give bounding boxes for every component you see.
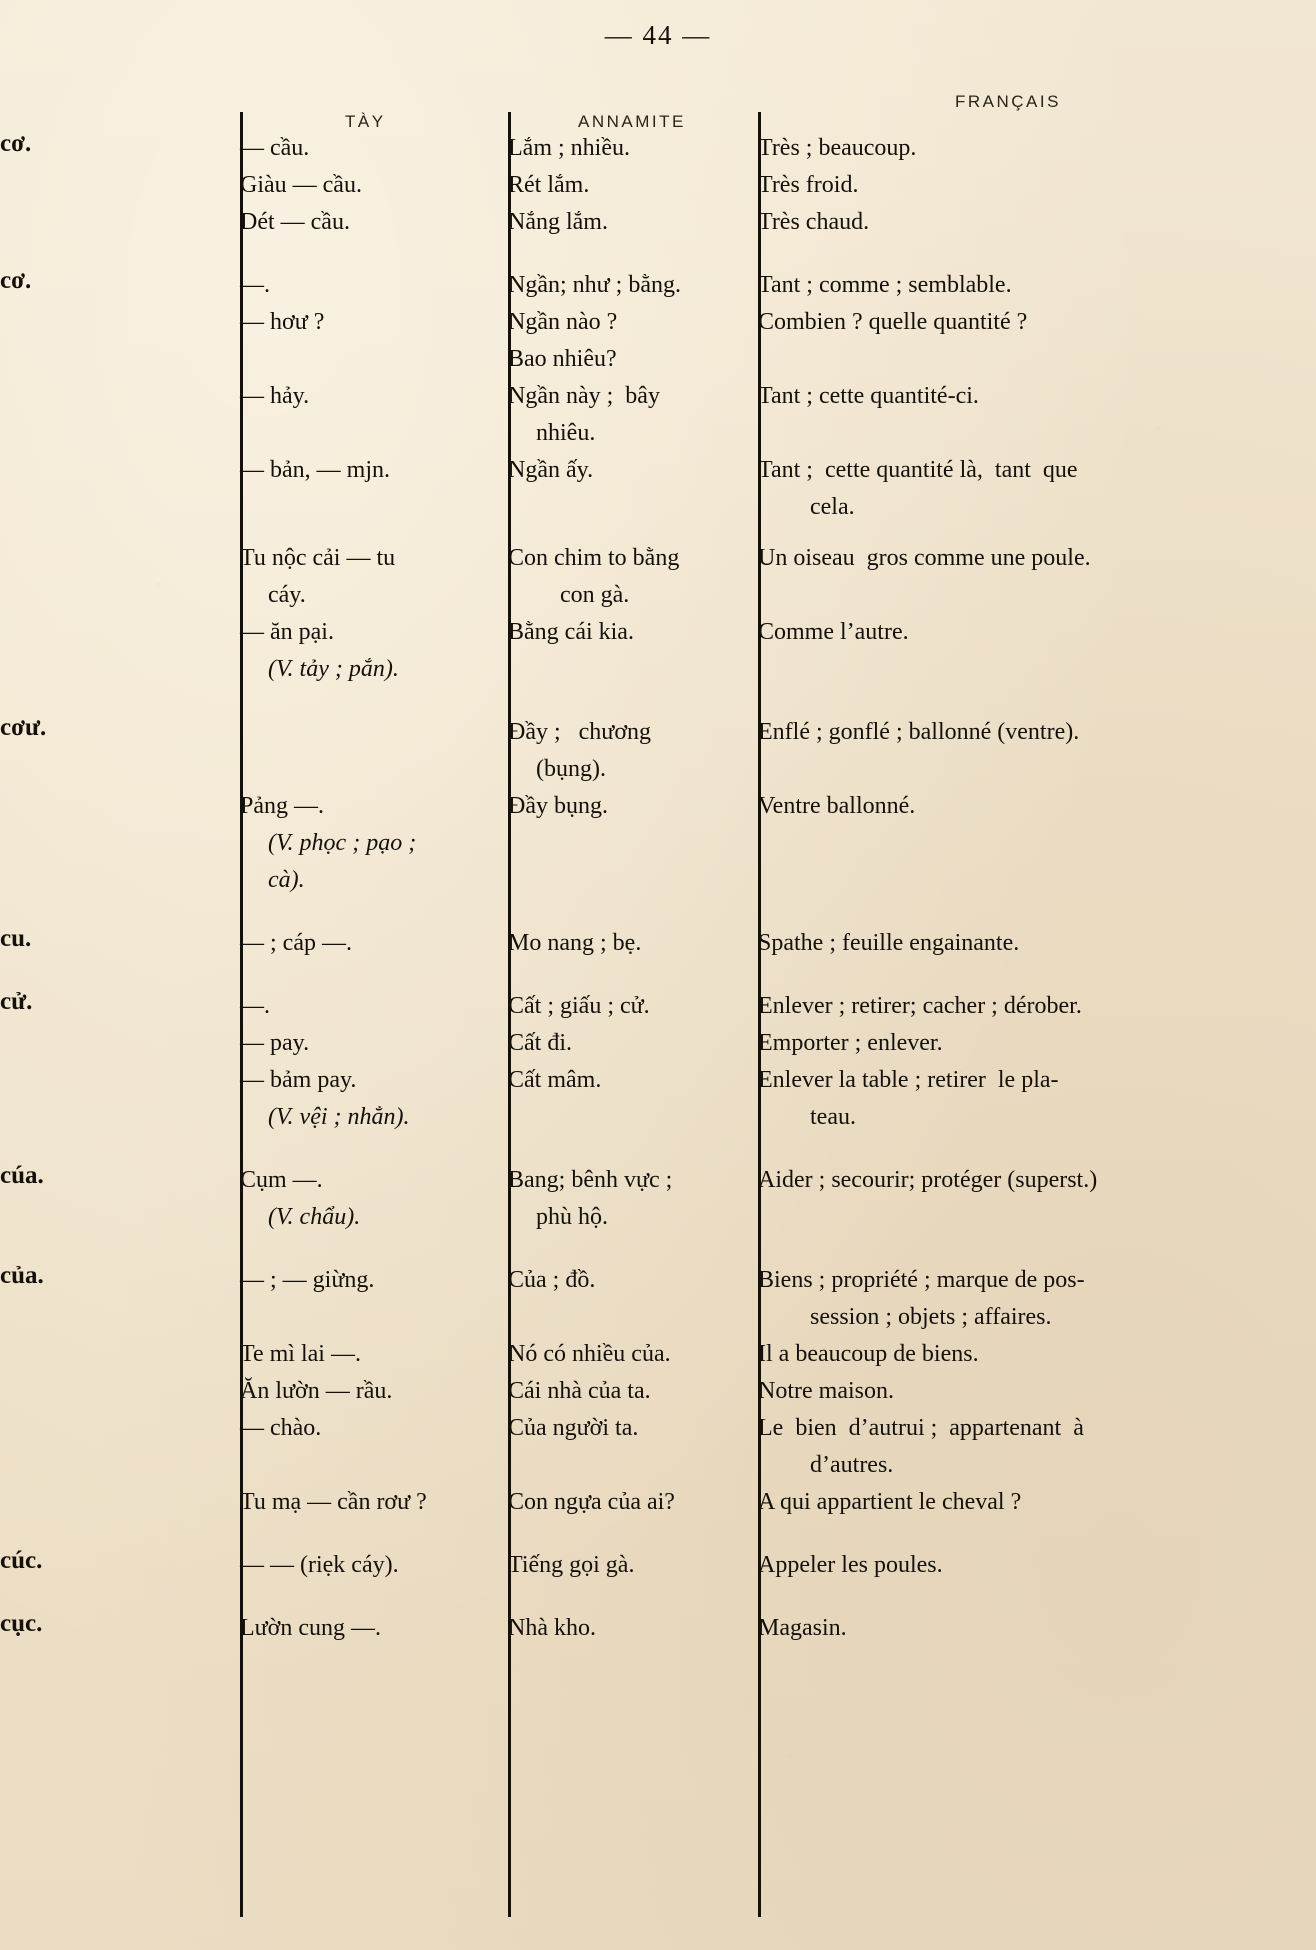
line: Tu mạ — cần rơư ? (240, 1489, 427, 1515)
line: Ngần; như ; bằng. (508, 272, 681, 298)
line: Nhà kho. (508, 1615, 596, 1641)
line: (V. vệi ; nhẳn). (268, 1104, 410, 1130)
line: — hơư ? (240, 309, 325, 335)
line: Notre maison. (758, 1378, 894, 1404)
line (508, 1299, 758, 1336)
dictionary-table (0, 130, 1316, 1647)
line: (V. chẩu). (268, 1204, 361, 1230)
headword: cơ. (0, 267, 32, 294)
line: Tu nộc cải — tu (240, 545, 396, 571)
line: Biens ; propriété ; marque de pos- (758, 1267, 1085, 1293)
line: Cụm —. (240, 1167, 323, 1193)
headword (0, 540, 240, 688)
line: Lắm ; nhiều. (508, 135, 630, 161)
line (508, 1447, 758, 1484)
line: — bản, — mjn. (240, 457, 390, 483)
cell-francais (758, 130, 1316, 241)
headword: của. (0, 1262, 44, 1289)
line: Le bien d’autrui ; appartenant à (758, 1415, 1084, 1441)
cell-tay (240, 130, 508, 241)
cell-annamite (508, 267, 758, 526)
cell-tay (240, 1262, 508, 1521)
headword: cục. (0, 1610, 43, 1637)
table-row (0, 1162, 1316, 1236)
line: — hảy. (240, 383, 310, 409)
line: session ; objets ; affaires. (810, 1304, 1052, 1330)
row-spacer (0, 962, 1316, 988)
row-spacer (0, 1584, 1316, 1610)
line: Của người ta. (508, 1415, 639, 1441)
line: Combien ? quelle quantité ? (758, 309, 1028, 335)
row-spacer (0, 899, 1316, 925)
line: Magasin. (758, 1615, 847, 1641)
cell-annamite (508, 1547, 758, 1584)
line: Aider ; secourir; protéger (superst.) (758, 1167, 1098, 1193)
line (240, 1447, 508, 1484)
line (758, 341, 1316, 378)
headword: cơ. (0, 130, 32, 157)
line: Enlever ; retirer; cacher ; dérober. (758, 993, 1082, 1019)
line: con gà. (560, 582, 630, 608)
line: — pay. (240, 1030, 310, 1056)
line: —. (240, 993, 270, 1019)
line: Ventre ballonné. (758, 793, 916, 819)
cell-francais (758, 988, 1316, 1136)
line: Enflé ; gonflé ; ballonné (ventre). (758, 719, 1080, 745)
cell-tay (240, 1162, 508, 1236)
line: cela. (810, 494, 855, 520)
line: Ngần ấy. (508, 457, 594, 483)
line: Appeler les poules. (758, 1552, 943, 1578)
line: Mo nang ; bẹ. (508, 930, 642, 956)
line: Te mì lai —. (240, 1341, 361, 1367)
line (758, 751, 1316, 788)
line: Très froid. (758, 172, 859, 198)
line: Tiếng gọi gà. (508, 1552, 635, 1578)
cell-annamite (508, 1262, 758, 1521)
line: Comme l’autre. (758, 619, 909, 645)
row-spacer (0, 526, 1316, 540)
line: Đầy ; chương (508, 719, 652, 745)
cell-francais (758, 714, 1316, 899)
line: Con ngựa của ai? (508, 1489, 675, 1515)
line (240, 751, 508, 788)
cell-annamite (508, 988, 758, 1136)
column-header-tay: TÀY (345, 112, 386, 131)
line: Giàu — cầu. (240, 172, 362, 198)
line (758, 577, 1316, 614)
line: Spathe ; feuille engainante. (758, 930, 1020, 956)
line: Cất đi. (508, 1030, 572, 1056)
cell-annamite (508, 714, 758, 899)
line: — cầu. (240, 135, 310, 161)
cell-francais (758, 1162, 1316, 1236)
line: Emporter ; enlever. (758, 1030, 943, 1056)
cell-francais (758, 540, 1316, 688)
cell-annamite (508, 540, 758, 688)
row-spacer (0, 1236, 1316, 1262)
cell-tay (240, 1610, 508, 1647)
cell-annamite (508, 925, 758, 962)
line: Bằng cái kia. (508, 619, 634, 645)
row-spacer (0, 1521, 1316, 1547)
cell-francais (758, 925, 1316, 962)
cell-francais (758, 1610, 1316, 1647)
table-row (0, 925, 1316, 962)
line: — bảm pay. (240, 1067, 357, 1093)
cell-francais (758, 1262, 1316, 1521)
line: Ăn lườn — rầu. (240, 1378, 393, 1404)
line: Ngần nào ? (508, 309, 618, 335)
row-spacer (0, 241, 1316, 267)
line: (V. phọc ; pạo ; (268, 830, 417, 856)
line (758, 415, 1316, 452)
line: Un oiseau gros comme une poule. (758, 545, 1091, 571)
headword: cử. (0, 988, 33, 1015)
line: Con chim to bằng (508, 545, 680, 571)
table-row (0, 988, 1316, 1136)
line: A qui appartient le cheval ? (758, 1489, 1022, 1515)
table-row (0, 1547, 1316, 1584)
line: Bao nhiêu? (508, 346, 617, 372)
line: d’autres. (810, 1452, 894, 1478)
line: Của ; đồ. (508, 1267, 596, 1293)
line: Cái nhà của ta. (508, 1378, 651, 1404)
row-spacer (0, 688, 1316, 714)
line: Tant ; comme ; semblable. (758, 272, 1012, 298)
line: Enlever la table ; retirer le pla- (758, 1067, 1059, 1093)
line: — ; cáp —. (240, 930, 352, 956)
table-row (0, 1610, 1316, 1647)
line: phù hộ. (536, 1204, 608, 1230)
cell-tay (240, 540, 508, 688)
cell-annamite (508, 1610, 758, 1647)
column-header-francais: FRANÇAIS (955, 92, 1061, 111)
cell-annamite (508, 130, 758, 241)
line (240, 714, 508, 751)
line: Nắng lắm. (508, 209, 608, 235)
line: teau. (810, 1104, 856, 1130)
cell-francais (758, 267, 1316, 526)
line: Dét — cầu. (240, 209, 350, 235)
table-row (0, 1262, 1316, 1521)
table-row (0, 267, 1316, 526)
cell-tay (240, 988, 508, 1136)
line (240, 341, 508, 378)
cell-annamite (508, 1162, 758, 1236)
table-row (0, 540, 1316, 688)
line: Il a beaucoup de biens. (758, 1341, 979, 1367)
headword: cu. (0, 925, 32, 952)
line: (V. tảy ; pắn). (268, 656, 399, 682)
column-header-annamite: ANNAMITE (578, 112, 686, 131)
line: Ngần này ; bây (508, 383, 660, 409)
line: cáy. (268, 582, 306, 608)
line: Đầy bụng. (508, 793, 608, 819)
line: Cất ; giấu ; cử. (508, 993, 650, 1019)
line: Très chaud. (758, 209, 870, 235)
line: Bang; bênh vực ; (508, 1167, 673, 1193)
cell-tay (240, 267, 508, 526)
line: — chào. (240, 1415, 322, 1441)
line: — ăn pại. (240, 619, 334, 645)
table-row (0, 714, 1316, 899)
table-row (0, 130, 1316, 241)
headword: cơư. (0, 714, 47, 741)
cell-tay (240, 714, 508, 899)
line: — — (riẹk cáy). (240, 1552, 399, 1578)
line: nhiêu. (536, 420, 596, 446)
row-spacer (0, 1136, 1316, 1162)
line (240, 1299, 508, 1336)
line: Nó có nhiều của. (508, 1341, 671, 1367)
line: —. (240, 272, 270, 298)
headword: cúa. (0, 1162, 44, 1189)
line: (bụng). (536, 756, 606, 782)
line: cà). (268, 867, 305, 893)
line: — ; — giừng. (240, 1267, 375, 1293)
cell-tay (240, 1547, 508, 1584)
line: Très ; beaucoup. (758, 135, 917, 161)
line: Pảng —. (240, 793, 324, 819)
cell-francais (758, 1547, 1316, 1584)
line: Tant ; cette quantité-ci. (758, 383, 979, 409)
line: Lườn cung —. (240, 1615, 382, 1641)
line: Tant ; cette quantité là, tant que (758, 457, 1078, 483)
page-number: — 44 — (604, 20, 712, 50)
line (240, 415, 508, 452)
headword: cúc. (0, 1547, 43, 1574)
line: Rét lắm. (508, 172, 590, 198)
line: Cất mâm. (508, 1067, 602, 1093)
cell-tay (240, 925, 508, 962)
